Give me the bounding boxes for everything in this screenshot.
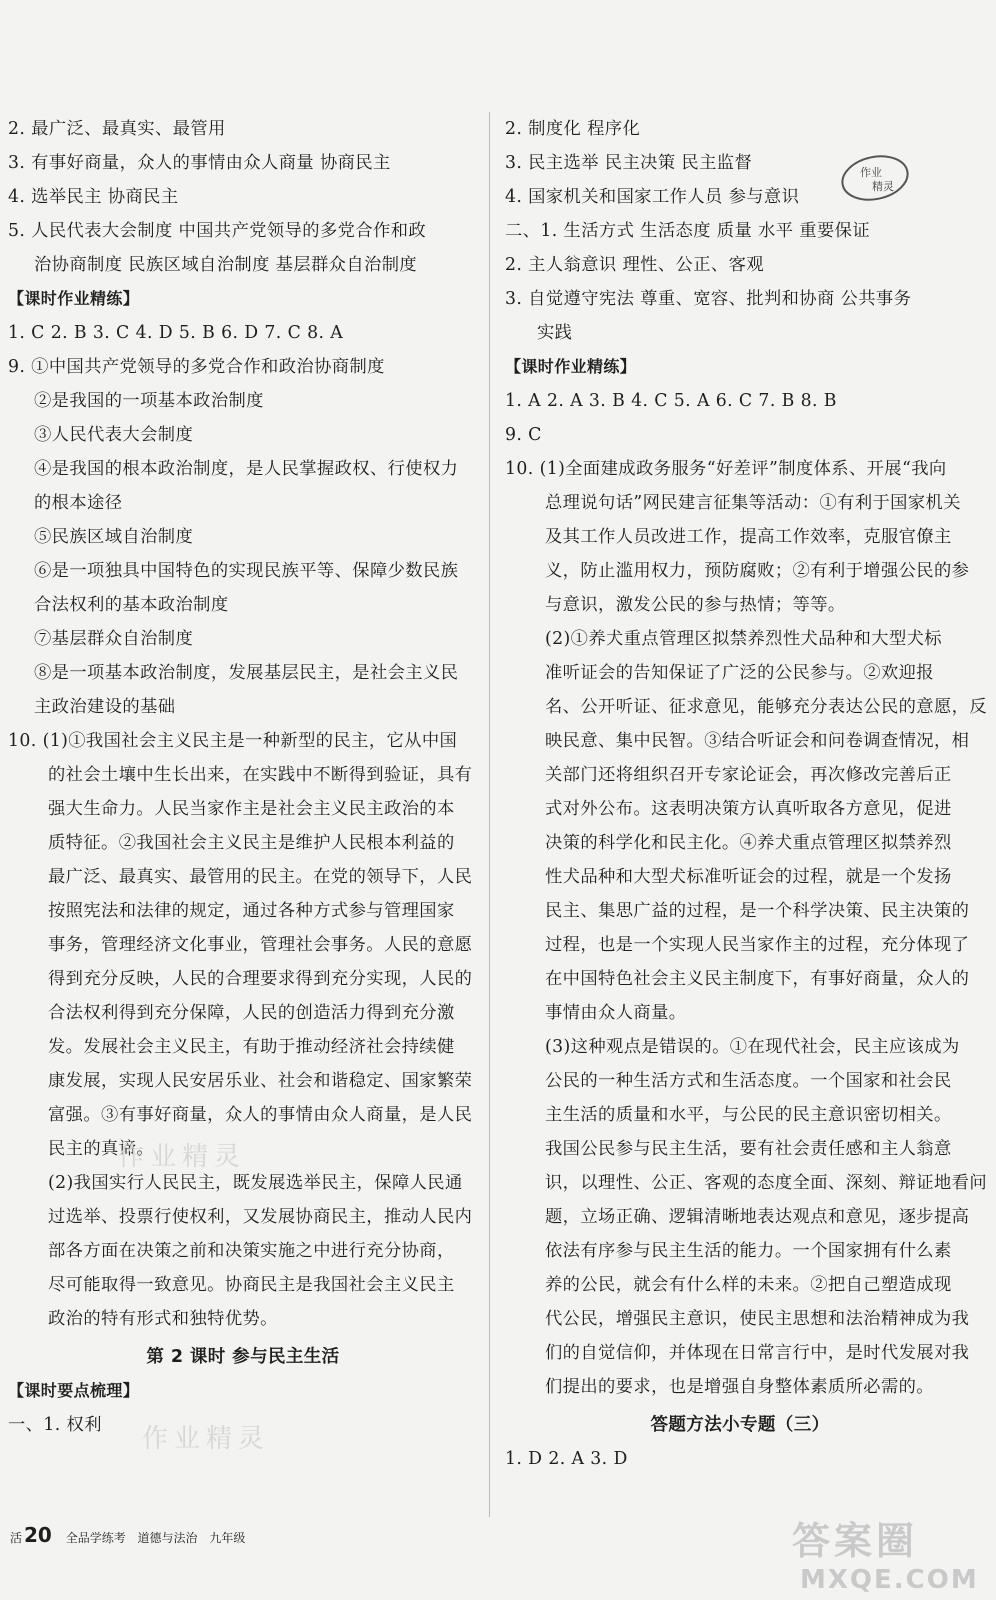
answer-line: 们的自觉信仰，并体现在日常言行中，是时代发展对我 <box>545 1343 970 1363</box>
answer-line: 与意识，激发公民的参与热情；等等。 <box>545 595 846 615</box>
answer-line: 9. C <box>505 425 542 445</box>
stamp-text: 精灵 <box>872 180 894 193</box>
answer-line: 决策的科学化和民主化。④养犬重点管理区拟禁养烈 <box>545 833 952 853</box>
answer-line: 发。发展社会主义民主，有助于推动经济社会持续健 <box>48 1037 455 1057</box>
lesson-title: 答题方法小专题（三） <box>650 1415 830 1435</box>
answer-line: 名、公开听证、征求意见，能够充分表达公民的意愿，反 <box>545 697 988 717</box>
answer-line: 性犬品种和大型犬标准听证会的过程，就是一个发扬 <box>545 867 952 887</box>
answer-line: 民主的真谛。 <box>48 1139 155 1159</box>
answer-line: 依法有序参与民主生活的能力。一个国家拥有什么素 <box>545 1241 952 1261</box>
answer-line: 强大生命力。人民当家作主是社会主义民主政治的本 <box>48 799 455 819</box>
answer-line: 民主、集思广益的过程，是一个科学决策、民主决策的 <box>545 901 970 921</box>
watermark-text: 作业精灵 <box>118 1142 247 1172</box>
answer-line: 在中国特色社会主义民主制度下，有事好商量，众人的 <box>545 969 970 989</box>
answer-line: 准听证会的告知保证了广泛的公民参与。②欢迎报 <box>545 663 934 683</box>
answer-line: 义，防止滥用权力，预防腐败；②有利于增强公民的参 <box>545 561 970 581</box>
answer-line: 一、1. 权利 <box>8 1415 102 1435</box>
answer-line: 们提出的要求，也是增强自身整体素质所必需的。 <box>545 1377 934 1397</box>
answer-line: 2. 主人翁意识 理性、公正、客观 <box>505 255 764 275</box>
answer-line: ⑧是一项基本政治制度，发展基层民主，是社会主义民 <box>34 663 459 683</box>
answer-line: 政治的特有形式和独特优势。 <box>48 1309 278 1329</box>
section-heading: 【课时要点梳理】 <box>8 1381 140 1400</box>
answer-line: 1. C 2. B 3. C 4. D 5. B 6. D 7. C 8. A <box>8 323 344 343</box>
answer-line: 部各方面在决策之前和决策实施之中进行充分协商， <box>48 1241 455 1261</box>
answer-line: 代公民，增强民主意识，使民主思想和法治精神成为我 <box>545 1309 970 1329</box>
answer-line: 4. 选举民主 协商民主 <box>8 187 179 207</box>
answer-line: ④是我国的根本政治制度，是人民掌握政权、行使权力 <box>34 459 459 479</box>
answer-line: (3)这种观点是错误的。①在现代社会，民主应该成为 <box>545 1037 960 1057</box>
answer-line: ⑤民族区域自治制度 <box>34 527 194 547</box>
answer-line: 实践 <box>537 323 573 343</box>
watermark-text: 作业精灵 <box>142 1424 271 1454</box>
page-footer <box>10 1520 253 1550</box>
answer-line: 总理说句话”网民建言征集等活动：①有利于国家机关 <box>545 493 961 513</box>
answer-line: 题，立场正确、逻辑清晰地表达观点和意见，逐步提高 <box>545 1207 970 1227</box>
section-heading: 【课时作业精练】 <box>8 289 140 308</box>
answer-line: 过程，也是一个实现人民当家作主的过程，充分体现了 <box>545 935 970 955</box>
answer-line: ②是我国的一项基本政治制度 <box>34 391 264 411</box>
page-number: 活 20 <box>10 1523 52 1547</box>
answer-line: 4. 国家机关和国家工作人员 参与意识 <box>505 187 800 207</box>
answer-line: 10. (1)全面建成政务服务“好差评”制度体系、开展“我向 <box>505 459 947 479</box>
answer-line: 我国公民参与民主生活，要有社会责任感和主人翁意 <box>545 1139 952 1159</box>
section-heading: 【课时作业精练】 <box>505 357 637 376</box>
answer-line: 的根本途径 <box>34 493 123 513</box>
answer-line: 事务，管理经济文化事业，管理社会事务。人民的意愿 <box>48 935 473 955</box>
answer-line: 过选举、投票行使权利，又发展协商民主，推动人民内 <box>48 1207 473 1227</box>
answer-line: 式对外公布。这表明决策方认真听取各方意见，促进 <box>545 799 952 819</box>
answer-line: 3. 有事好商量，众人的事情由众人商量 协商民主 <box>8 153 391 173</box>
answer-line: 识，以理性、公正、客观的态度全面、深刻、辩证地看问 <box>545 1173 988 1193</box>
answer-line: 关部门还将组织召开专家论证会，再次修改完善后正 <box>545 765 952 785</box>
answer-line: 主政治建设的基础 <box>34 697 176 717</box>
subject-name: 道德与法治 <box>137 1531 198 1545</box>
answer-line: (2)①养犬重点管理区拟禁养烈性犬品种和大型犬标 <box>545 629 942 649</box>
answer-line: 9. ①中国共产党领导的多党合作和政治协商制度 <box>8 357 385 377</box>
answer-line: 及其工作人员改进工作，提高工作效率，克服官僚主 <box>545 527 952 547</box>
answer-line: 养的公民，就会有什么样的未来。②把自己塑造成现 <box>545 1275 952 1295</box>
answer-line: 的社会土壤中生长出来，在实践中不断得到验证，具有 <box>48 765 473 785</box>
grade-label: 九年级 <box>209 1531 246 1545</box>
answer-line: 事情由众人商量。 <box>545 1003 687 1023</box>
answer-line: 映民意、集中民智。③结合听证会和问卷调查情况，相 <box>545 731 970 751</box>
answer-line: 治协商制度 民族区域自治制度 基层群众自治制度 <box>34 255 418 275</box>
answer-line: 3. 民主选举 民主决策 民主监督 <box>505 153 753 173</box>
answer-line: 1. A 2. A 3. B 4. C 5. A 6. C 7. B 8. B <box>505 391 837 411</box>
answer-line: 合法权利的基本政治制度 <box>34 595 229 615</box>
stamp-icon <box>838 152 912 204</box>
answer-line: ③人民代表大会制度 <box>34 425 194 445</box>
answer-line: (2)我国实行人民民主，既发展选举民主，保障人民通 <box>48 1173 463 1193</box>
answer-line: 1. D 2. A 3. D <box>505 1449 628 1469</box>
answer-line: 按照宪法和法律的规定，通过各种方式参与管理国家 <box>48 901 455 921</box>
site-logo: 答案圈 MXQE.COM <box>792 1519 979 1595</box>
answer-line: 康发展，实现人民安居乐业、社会和谐稳定、国家繁荣 <box>48 1071 473 1091</box>
stamp-text: 作业 <box>860 166 882 179</box>
column-divider <box>489 112 490 1517</box>
answer-line: 2. 最广泛、最真实、最管用 <box>8 119 226 139</box>
answer-line: 二、1. 生活方式 生活态度 质量 水平 重要保证 <box>505 221 871 241</box>
book-name: 全品学练考 <box>65 1531 126 1545</box>
answer-line: ⑦基层群众自治制度 <box>34 629 194 649</box>
answer-line: 合法权利得到充分保障，人民的创造活力得到充分激 <box>48 1003 455 1023</box>
answer-line: 富强。③有事好商量，众人的事情由众人商量，是人民 <box>48 1105 473 1125</box>
answer-line: 2. 制度化 程序化 <box>505 119 641 139</box>
answer-line: 尽可能取得一致意见。协商民主是我国社会主义民主 <box>48 1275 455 1295</box>
answer-line: 最广泛、最真实、最管用的民主。在党的领导下，人民 <box>48 867 473 887</box>
answer-line: 5. 人民代表大会制度 中国共产党领导的多党合作和政 <box>8 221 427 241</box>
answer-line: 3. 自觉遵守宪法 尊重、宽容、批判和协商 公共事务 <box>505 289 912 309</box>
answer-line: 质特征。②我国社会主义民主是维护人民根本利益的 <box>48 833 455 853</box>
answer-line: 得到充分反映，人民的合理要求得到充分实现，人民的 <box>48 969 473 989</box>
right-column <box>505 112 988 1476</box>
answer-line: 10. (1)①我国社会主义民主是一种新型的民主，它从中国 <box>8 731 458 751</box>
lesson-title: 第 2 课时 参与民主生活 <box>146 1347 340 1367</box>
answer-line: ⑥是一项独具中国特色的实现民族平等、保障少数民族 <box>34 561 459 581</box>
left-column <box>8 112 478 1442</box>
answer-line: 公民的一种生活方式和生活态度。一个国家和社会民 <box>545 1071 952 1091</box>
answer-line: 主生活的质量和水平，与公民的民主意识密切相关。 <box>545 1105 952 1125</box>
